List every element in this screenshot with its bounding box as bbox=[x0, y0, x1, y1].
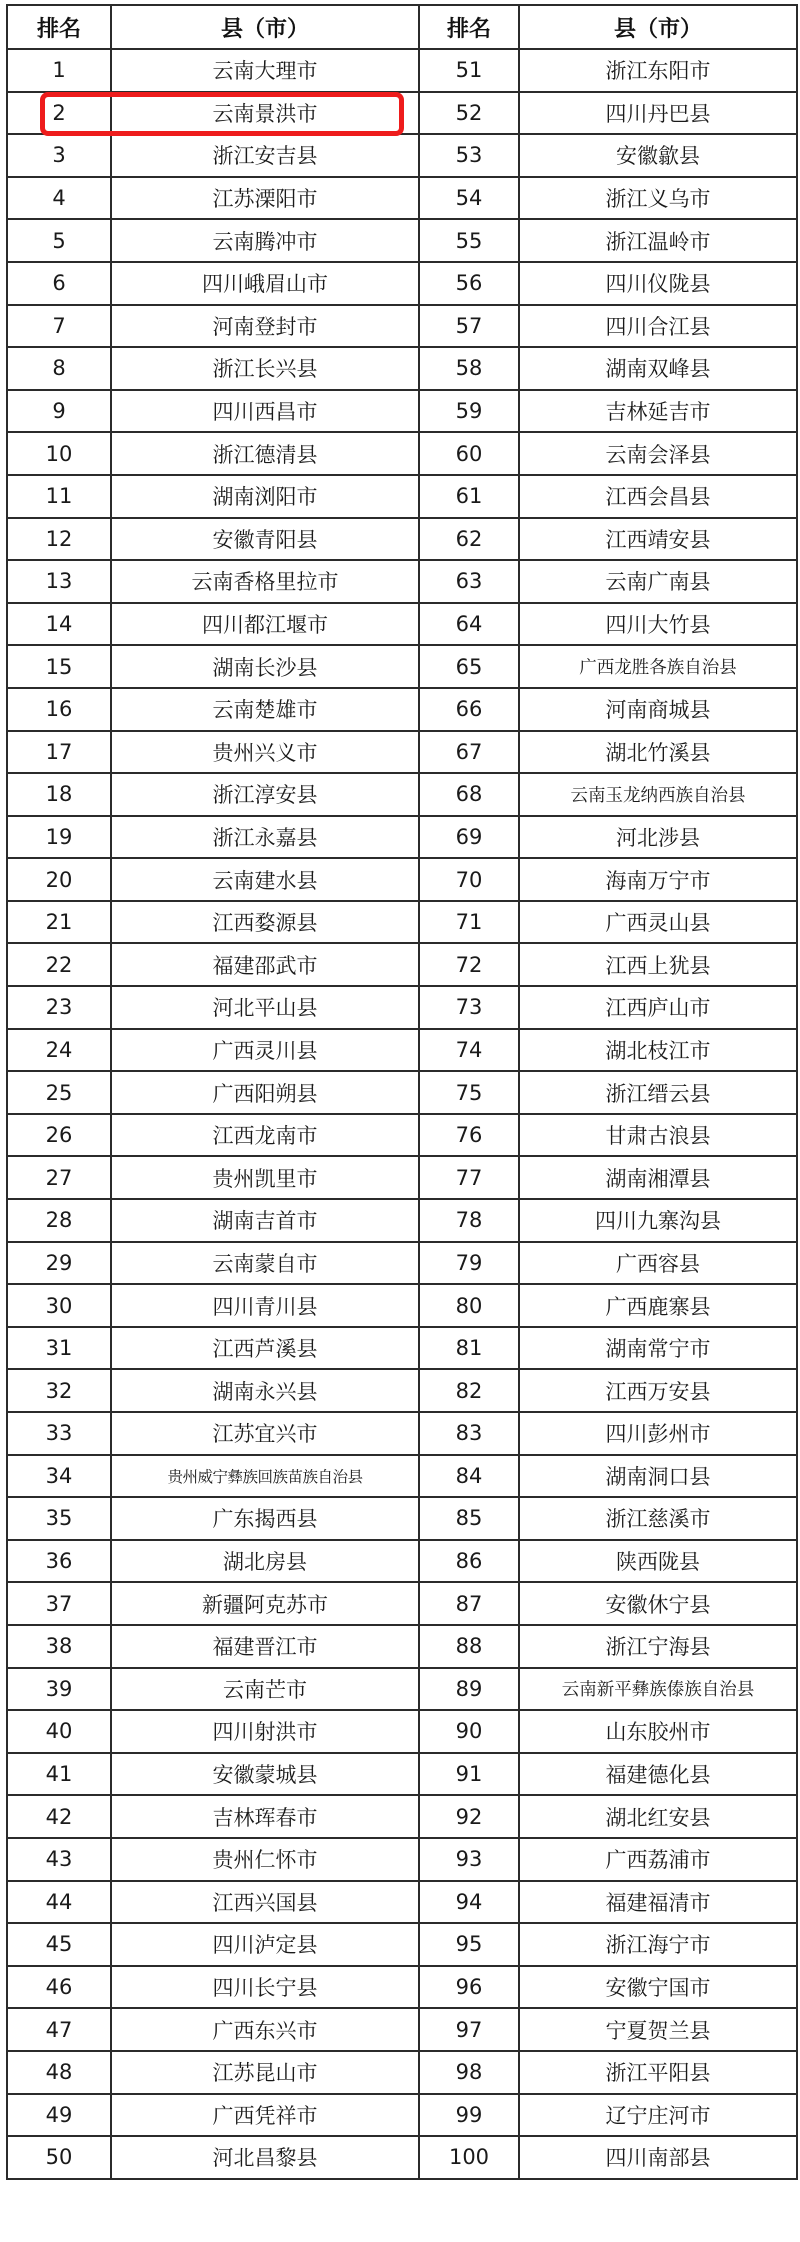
table-row bbox=[7, 1881, 797, 1924]
table-row bbox=[7, 1412, 797, 1455]
table-row bbox=[7, 390, 797, 433]
table-row bbox=[7, 986, 797, 1029]
table-row bbox=[7, 262, 797, 305]
county-cell-left: 江苏昆山市 bbox=[111, 2051, 419, 2094]
county-cell-left: 四川青川县 bbox=[111, 1284, 419, 1327]
table-row bbox=[7, 2094, 797, 2137]
rank-cell-right: 72 bbox=[419, 943, 519, 986]
rank-cell-right: 78 bbox=[419, 1199, 519, 1242]
county-cell-left: 福建邵武市 bbox=[111, 943, 419, 986]
rank-cell-right: 80 bbox=[419, 1284, 519, 1327]
rank-cell-left: 26 bbox=[7, 1114, 111, 1157]
county-cell-right: 四川南部县 bbox=[519, 2136, 797, 2179]
county-cell-right: 江西上犹县 bbox=[519, 943, 797, 986]
rank-cell-right: 77 bbox=[419, 1156, 519, 1199]
rank-cell-right: 88 bbox=[419, 1625, 519, 1668]
table-row bbox=[7, 645, 797, 688]
rank-cell-right: 59 bbox=[419, 390, 519, 433]
rank-cell-left: 20 bbox=[7, 858, 111, 901]
county-cell-right: 辽宁庄河市 bbox=[519, 2094, 797, 2137]
table-row bbox=[7, 92, 797, 135]
rank-cell-left: 15 bbox=[7, 645, 111, 688]
county-cell-left: 浙江长兴县 bbox=[111, 347, 419, 390]
rank-cell-right: 66 bbox=[419, 688, 519, 731]
rank-cell-left: 3 bbox=[7, 134, 111, 177]
county-cell-right: 福建德化县 bbox=[519, 1753, 797, 1796]
county-cell-right: 浙江温岭市 bbox=[519, 219, 797, 262]
county-cell-left: 云南蒙自市 bbox=[111, 1242, 419, 1285]
county-cell-left: 云南香格里拉市 bbox=[111, 560, 419, 603]
rank-header-right: 排名 bbox=[419, 5, 519, 49]
rank-cell-right: 75 bbox=[419, 1071, 519, 1114]
rank-header-left: 排名 bbox=[7, 5, 111, 49]
table-row bbox=[7, 2008, 797, 2051]
county-cell-left: 江苏溧阳市 bbox=[111, 177, 419, 220]
county-cell-left: 湖南浏阳市 bbox=[111, 475, 419, 518]
table-row bbox=[7, 731, 797, 774]
county-cell-left: 江西龙南市 bbox=[111, 1114, 419, 1157]
county-cell-right: 江西靖安县 bbox=[519, 518, 797, 561]
rank-cell-left: 18 bbox=[7, 773, 111, 816]
table-row bbox=[7, 1327, 797, 1370]
rank-cell-left: 30 bbox=[7, 1284, 111, 1327]
county-cell-left: 浙江淳安县 bbox=[111, 773, 419, 816]
rank-cell-right: 76 bbox=[419, 1114, 519, 1157]
county-header-right: 县（市） bbox=[519, 5, 797, 49]
rank-cell-right: 91 bbox=[419, 1753, 519, 1796]
county-cell-right: 湖南常宁市 bbox=[519, 1327, 797, 1370]
rank-cell-left: 45 bbox=[7, 1923, 111, 1966]
rank-cell-left: 10 bbox=[7, 432, 111, 475]
rank-cell-right: 64 bbox=[419, 603, 519, 646]
rank-cell-left: 27 bbox=[7, 1156, 111, 1199]
county-cell-right: 湖北枝江市 bbox=[519, 1029, 797, 1072]
rank-cell-right: 89 bbox=[419, 1668, 519, 1711]
rank-cell-right: 83 bbox=[419, 1412, 519, 1455]
county-cell-right: 广西灵山县 bbox=[519, 901, 797, 944]
rank-cell-left: 46 bbox=[7, 1966, 111, 2009]
rank-cell-right: 99 bbox=[419, 2094, 519, 2137]
rank-cell-right: 68 bbox=[419, 773, 519, 816]
rank-cell-right: 67 bbox=[419, 731, 519, 774]
county-ranking-table bbox=[6, 4, 798, 2180]
county-cell-right: 河南商城县 bbox=[519, 688, 797, 731]
rank-cell-left: 13 bbox=[7, 560, 111, 603]
county-cell-right: 湖南湘潭县 bbox=[519, 1156, 797, 1199]
county-cell-right: 宁夏贺兰县 bbox=[519, 2008, 797, 2051]
county-cell-left: 云南建水县 bbox=[111, 858, 419, 901]
county-cell-left: 浙江德清县 bbox=[111, 432, 419, 475]
rank-cell-left: 29 bbox=[7, 1242, 111, 1285]
table-row bbox=[7, 1753, 797, 1796]
county-cell-left: 湖北房县 bbox=[111, 1540, 419, 1583]
table-row bbox=[7, 347, 797, 390]
county-cell-right: 山东胶州市 bbox=[519, 1710, 797, 1753]
county-cell-left: 江苏宜兴市 bbox=[111, 1412, 419, 1455]
rank-cell-right: 53 bbox=[419, 134, 519, 177]
rank-cell-right: 61 bbox=[419, 475, 519, 518]
table-row bbox=[7, 943, 797, 986]
county-cell-left: 广西凭祥市 bbox=[111, 2094, 419, 2137]
rank-cell-left: 31 bbox=[7, 1327, 111, 1370]
county-cell-right: 云南广南县 bbox=[519, 560, 797, 603]
county-cell-left: 云南腾冲市 bbox=[111, 219, 419, 262]
rank-cell-left: 37 bbox=[7, 1582, 111, 1625]
county-cell-left: 四川峨眉山市 bbox=[111, 262, 419, 305]
county-cell-left: 浙江安吉县 bbox=[111, 134, 419, 177]
county-cell-right: 广西龙胜各族自治县 bbox=[519, 645, 797, 688]
rank-cell-right: 87 bbox=[419, 1582, 519, 1625]
rank-cell-left: 39 bbox=[7, 1668, 111, 1711]
county-cell-right: 广西鹿寨县 bbox=[519, 1284, 797, 1327]
rank-cell-left: 35 bbox=[7, 1497, 111, 1540]
rank-cell-left: 48 bbox=[7, 2051, 111, 2094]
rank-cell-right: 79 bbox=[419, 1242, 519, 1285]
county-cell-left: 云南大理市 bbox=[111, 49, 419, 92]
rank-cell-right: 96 bbox=[419, 1966, 519, 2009]
table-row bbox=[7, 1540, 797, 1583]
rank-cell-left: 32 bbox=[7, 1369, 111, 1412]
rank-cell-left: 23 bbox=[7, 986, 111, 1029]
rank-cell-left: 4 bbox=[7, 177, 111, 220]
rank-cell-right: 51 bbox=[419, 49, 519, 92]
table-row bbox=[7, 816, 797, 859]
table-row bbox=[7, 901, 797, 944]
table-row bbox=[7, 1497, 797, 1540]
rank-cell-left: 40 bbox=[7, 1710, 111, 1753]
county-cell-right: 湖北红安县 bbox=[519, 1795, 797, 1838]
county-cell-left: 云南楚雄市 bbox=[111, 688, 419, 731]
county-cell-right: 甘肃古浪县 bbox=[519, 1114, 797, 1157]
table-row bbox=[7, 1242, 797, 1285]
table-row bbox=[7, 475, 797, 518]
table-row bbox=[7, 1710, 797, 1753]
rank-cell-left: 38 bbox=[7, 1625, 111, 1668]
county-cell-left: 吉林珲春市 bbox=[111, 1795, 419, 1838]
county-cell-right: 安徽宁国市 bbox=[519, 1966, 797, 2009]
table-row bbox=[7, 432, 797, 475]
table-row bbox=[7, 1838, 797, 1881]
rank-cell-right: 93 bbox=[419, 1838, 519, 1881]
rank-cell-right: 62 bbox=[419, 518, 519, 561]
table-row bbox=[7, 1071, 797, 1114]
county-cell-right: 海南万宁市 bbox=[519, 858, 797, 901]
county-cell-left: 四川泸定县 bbox=[111, 1923, 419, 1966]
county-cell-left: 四川长宁县 bbox=[111, 1966, 419, 2009]
table-row bbox=[7, 1284, 797, 1327]
county-cell-right: 浙江义乌市 bbox=[519, 177, 797, 220]
county-cell-right: 浙江慈溪市 bbox=[519, 1497, 797, 1540]
county-cell-left: 湖南永兴县 bbox=[111, 1369, 419, 1412]
county-cell-right: 云南玉龙纳西族自治县 bbox=[519, 773, 797, 816]
rank-cell-right: 92 bbox=[419, 1795, 519, 1838]
rank-cell-left: 14 bbox=[7, 603, 111, 646]
table-row bbox=[7, 2136, 797, 2179]
county-cell-right: 浙江海宁市 bbox=[519, 1923, 797, 1966]
county-cell-left: 河南登封市 bbox=[111, 305, 419, 348]
rank-cell-left: 44 bbox=[7, 1881, 111, 1924]
table-row bbox=[7, 1923, 797, 1966]
county-cell-left: 福建晋江市 bbox=[111, 1625, 419, 1668]
rank-cell-left: 24 bbox=[7, 1029, 111, 1072]
county-cell-right: 广西容县 bbox=[519, 1242, 797, 1285]
county-cell-left: 湖南吉首市 bbox=[111, 1199, 419, 1242]
rank-cell-right: 54 bbox=[419, 177, 519, 220]
county-cell-right: 湖南双峰县 bbox=[519, 347, 797, 390]
table-row bbox=[7, 1029, 797, 1072]
table-row bbox=[7, 688, 797, 731]
rank-cell-right: 74 bbox=[419, 1029, 519, 1072]
table-row bbox=[7, 177, 797, 220]
county-cell-left: 广东揭西县 bbox=[111, 1497, 419, 1540]
rank-cell-left: 19 bbox=[7, 816, 111, 859]
rank-cell-right: 85 bbox=[419, 1497, 519, 1540]
table-row bbox=[7, 1966, 797, 2009]
rank-cell-left: 9 bbox=[7, 390, 111, 433]
rank-cell-right: 55 bbox=[419, 219, 519, 262]
county-cell-left: 河北昌黎县 bbox=[111, 2136, 419, 2179]
county-cell-left: 浙江永嘉县 bbox=[111, 816, 419, 859]
rank-cell-left: 41 bbox=[7, 1753, 111, 1796]
county-cell-left: 湖南长沙县 bbox=[111, 645, 419, 688]
table-header bbox=[7, 5, 797, 49]
rank-cell-left: 16 bbox=[7, 688, 111, 731]
rank-cell-right: 52 bbox=[419, 92, 519, 135]
rank-cell-left: 22 bbox=[7, 943, 111, 986]
table-row bbox=[7, 1156, 797, 1199]
table-row bbox=[7, 49, 797, 92]
county-cell-left: 广西阳朔县 bbox=[111, 1071, 419, 1114]
rank-cell-right: 100 bbox=[419, 2136, 519, 2179]
table-row bbox=[7, 773, 797, 816]
rank-cell-right: 81 bbox=[419, 1327, 519, 1370]
county-cell-right: 浙江平阳县 bbox=[519, 2051, 797, 2094]
table-row bbox=[7, 1582, 797, 1625]
table-row bbox=[7, 1795, 797, 1838]
county-cell-left: 江西兴国县 bbox=[111, 1881, 419, 1924]
rank-cell-left: 36 bbox=[7, 1540, 111, 1583]
county-cell-right: 广西荔浦市 bbox=[519, 1838, 797, 1881]
table-row bbox=[7, 1625, 797, 1668]
county-cell-right: 四川彭州市 bbox=[519, 1412, 797, 1455]
table-row bbox=[7, 1199, 797, 1242]
rank-cell-left: 11 bbox=[7, 475, 111, 518]
rank-cell-left: 34 bbox=[7, 1455, 111, 1498]
county-cell-left: 贵州兴义市 bbox=[111, 731, 419, 774]
county-cell-left: 广西东兴市 bbox=[111, 2008, 419, 2051]
rank-cell-left: 21 bbox=[7, 901, 111, 944]
rank-cell-left: 43 bbox=[7, 1838, 111, 1881]
rank-cell-left: 2 bbox=[7, 92, 111, 135]
rank-cell-right: 57 bbox=[419, 305, 519, 348]
county-cell-right: 四川合江县 bbox=[519, 305, 797, 348]
rank-cell-left: 1 bbox=[7, 49, 111, 92]
county-cell-left: 云南景洪市 bbox=[111, 92, 419, 135]
rank-cell-left: 5 bbox=[7, 219, 111, 262]
county-cell-left: 新疆阿克苏市 bbox=[111, 1582, 419, 1625]
rank-cell-left: 6 bbox=[7, 262, 111, 305]
rank-cell-right: 86 bbox=[419, 1540, 519, 1583]
rank-cell-right: 94 bbox=[419, 1881, 519, 1924]
rank-cell-left: 12 bbox=[7, 518, 111, 561]
table-body bbox=[7, 49, 797, 2179]
county-cell-left: 四川西昌市 bbox=[111, 390, 419, 433]
county-cell-left: 四川都江堰市 bbox=[111, 603, 419, 646]
county-cell-right: 浙江缙云县 bbox=[519, 1071, 797, 1114]
county-cell-left: 安徽青阳县 bbox=[111, 518, 419, 561]
table-row bbox=[7, 858, 797, 901]
table-row bbox=[7, 603, 797, 646]
county-cell-right: 福建福清市 bbox=[519, 1881, 797, 1924]
rank-cell-left: 42 bbox=[7, 1795, 111, 1838]
table-row bbox=[7, 1668, 797, 1711]
rank-cell-left: 50 bbox=[7, 2136, 111, 2179]
rank-cell-right: 65 bbox=[419, 645, 519, 688]
county-cell-right: 四川大竹县 bbox=[519, 603, 797, 646]
table-row bbox=[7, 1455, 797, 1498]
county-cell-left: 江西婺源县 bbox=[111, 901, 419, 944]
rank-cell-left: 8 bbox=[7, 347, 111, 390]
county-cell-right: 云南新平彝族傣族自治县 bbox=[519, 1668, 797, 1711]
county-cell-left: 贵州仁怀市 bbox=[111, 1838, 419, 1881]
county-header-left: 县（市） bbox=[111, 5, 419, 49]
county-cell-left: 安徽蒙城县 bbox=[111, 1753, 419, 1796]
header-row bbox=[7, 5, 797, 49]
rank-cell-right: 56 bbox=[419, 262, 519, 305]
county-cell-right: 河北涉县 bbox=[519, 816, 797, 859]
county-cell-right: 江西庐山市 bbox=[519, 986, 797, 1029]
county-cell-right: 湖北竹溪县 bbox=[519, 731, 797, 774]
rank-cell-right: 98 bbox=[419, 2051, 519, 2094]
county-cell-right: 浙江东阳市 bbox=[519, 49, 797, 92]
rank-cell-right: 82 bbox=[419, 1369, 519, 1412]
county-cell-right: 四川丹巴县 bbox=[519, 92, 797, 135]
rank-cell-left: 33 bbox=[7, 1412, 111, 1455]
rank-cell-left: 47 bbox=[7, 2008, 111, 2051]
county-cell-right: 吉林延吉市 bbox=[519, 390, 797, 433]
county-cell-right: 四川九寨沟县 bbox=[519, 1199, 797, 1242]
rank-cell-left: 28 bbox=[7, 1199, 111, 1242]
rank-cell-right: 73 bbox=[419, 986, 519, 1029]
table-row bbox=[7, 1114, 797, 1157]
rank-cell-left: 25 bbox=[7, 1071, 111, 1114]
county-cell-right: 江西万安县 bbox=[519, 1369, 797, 1412]
rank-cell-right: 90 bbox=[419, 1710, 519, 1753]
table-row bbox=[7, 518, 797, 561]
table-row bbox=[7, 1369, 797, 1412]
county-cell-left: 四川射洪市 bbox=[111, 1710, 419, 1753]
county-cell-left: 云南芒市 bbox=[111, 1668, 419, 1711]
county-cell-right: 江西会昌县 bbox=[519, 475, 797, 518]
rank-cell-right: 60 bbox=[419, 432, 519, 475]
county-cell-left: 贵州凯里市 bbox=[111, 1156, 419, 1199]
table-row bbox=[7, 219, 797, 262]
table-row bbox=[7, 305, 797, 348]
county-cell-right: 四川仪陇县 bbox=[519, 262, 797, 305]
county-cell-right: 浙江宁海县 bbox=[519, 1625, 797, 1668]
rank-cell-right: 84 bbox=[419, 1455, 519, 1498]
rank-cell-right: 97 bbox=[419, 2008, 519, 2051]
table-row bbox=[7, 2051, 797, 2094]
county-cell-right: 安徽歙县 bbox=[519, 134, 797, 177]
rank-cell-left: 17 bbox=[7, 731, 111, 774]
rank-cell-right: 71 bbox=[419, 901, 519, 944]
rank-cell-left: 7 bbox=[7, 305, 111, 348]
table-row bbox=[7, 560, 797, 603]
rank-cell-right: 95 bbox=[419, 1923, 519, 1966]
county-cell-left: 河北平山县 bbox=[111, 986, 419, 1029]
county-cell-left: 广西灵川县 bbox=[111, 1029, 419, 1072]
rank-cell-right: 58 bbox=[419, 347, 519, 390]
rank-cell-right: 69 bbox=[419, 816, 519, 859]
rank-cell-left: 49 bbox=[7, 2094, 111, 2137]
rank-cell-right: 70 bbox=[419, 858, 519, 901]
table-row bbox=[7, 134, 797, 177]
county-cell-right: 陕西陇县 bbox=[519, 1540, 797, 1583]
county-cell-left: 江西芦溪县 bbox=[111, 1327, 419, 1370]
rank-cell-right: 63 bbox=[419, 560, 519, 603]
county-cell-right: 云南会泽县 bbox=[519, 432, 797, 475]
county-cell-right: 湖南洞口县 bbox=[519, 1455, 797, 1498]
county-cell-left: 贵州威宁彝族回族苗族自治县 bbox=[111, 1455, 419, 1498]
county-cell-right: 安徽休宁县 bbox=[519, 1582, 797, 1625]
